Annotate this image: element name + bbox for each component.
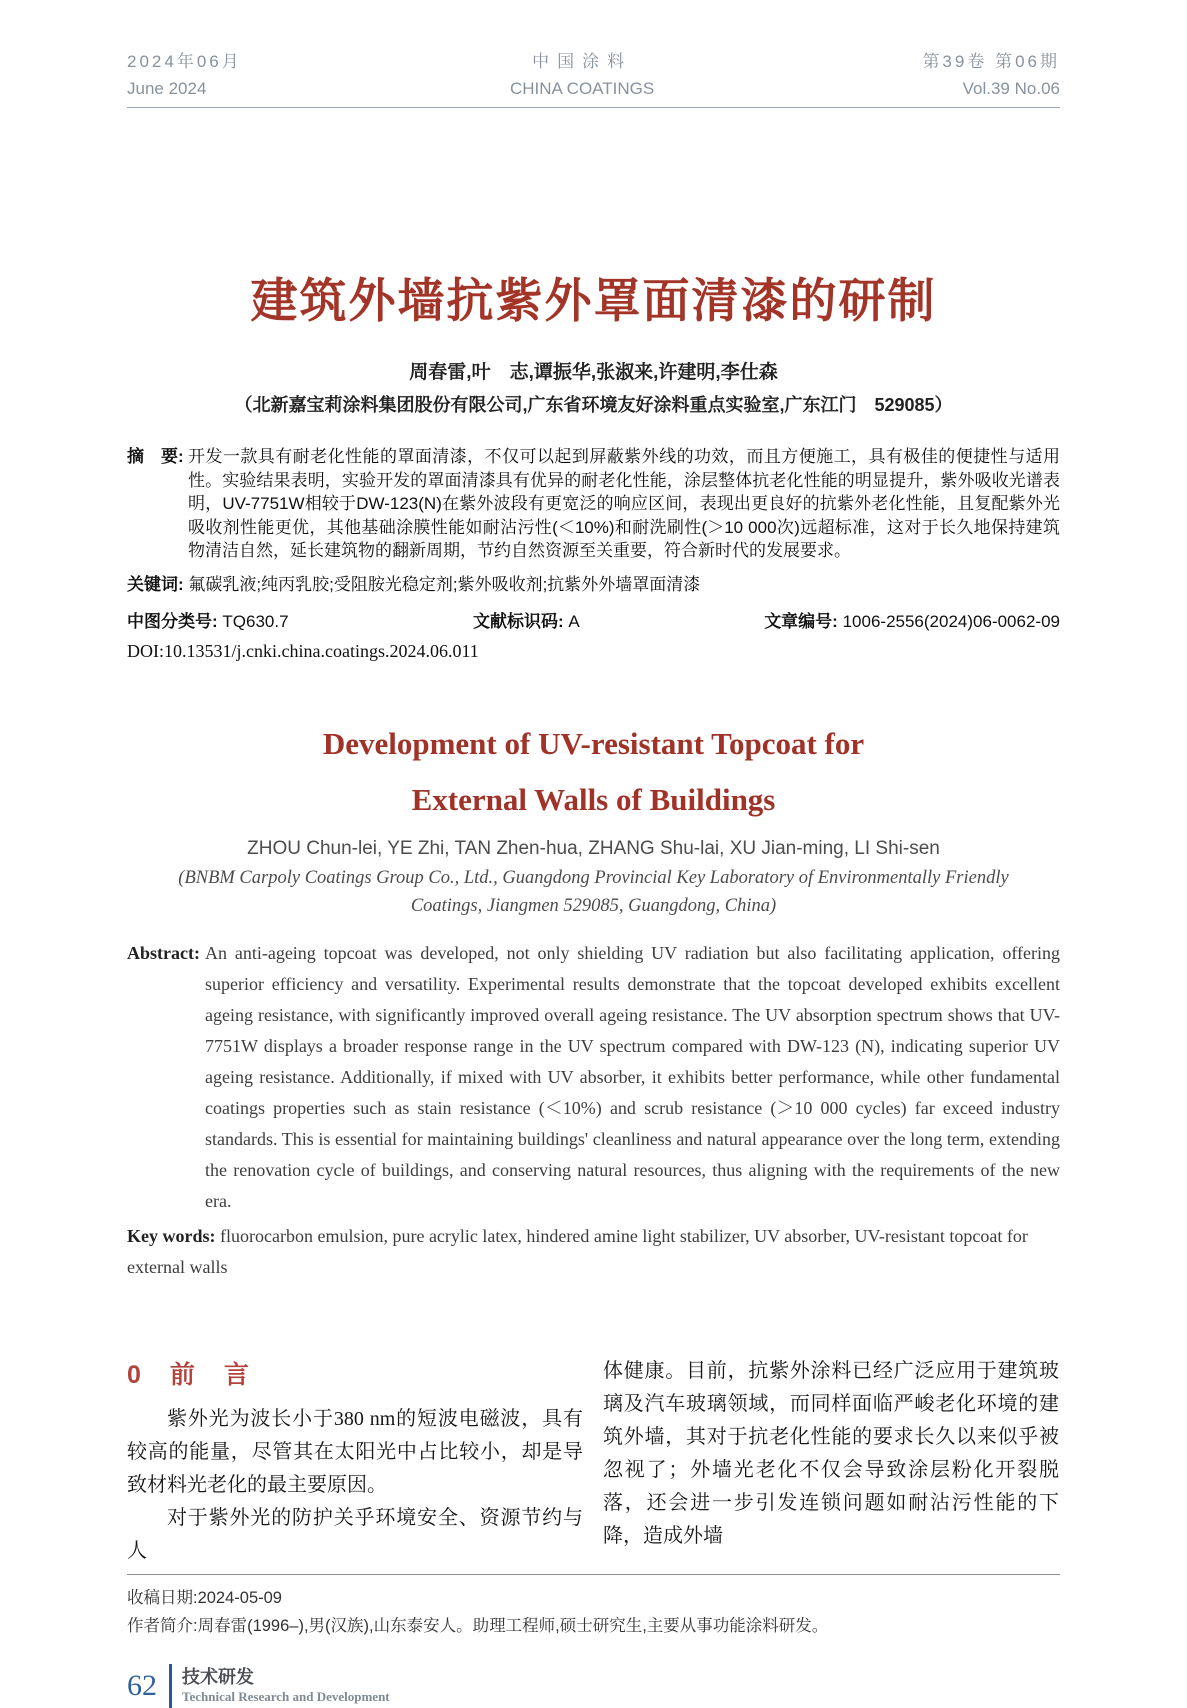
keywords-en-label: Key words:: [127, 1225, 216, 1246]
abstract-en-label: Abstract:: [127, 942, 200, 963]
intro-right-column: [603, 1355, 1059, 1568]
section-heading-intro: 0 前 言: [127, 1360, 251, 1389]
keywords-cn: [127, 573, 1060, 596]
clc-number: [127, 607, 289, 632]
header-date: [127, 48, 242, 102]
authors-en: ZHOU Chun-lei, YE Zhi, TAN Zhen-hua, ZHANG Shu-lai, XU Jian-ming, LI Shi-sen: [247, 837, 940, 859]
abstract-cn-label: 摘 要:: [127, 447, 184, 466]
footer-divider-bar: [169, 1664, 172, 1708]
footer-column-name: [182, 1666, 390, 1706]
intro-left-column: [127, 1355, 583, 1568]
header-journal-cn: 中国涂料: [532, 52, 633, 71]
keywords-en-text: fluorocarbon emulsion, pure acrylic latex, hindered amine light stabilizer, UV absorber, UV-resistant topcoat for external walls: [127, 1225, 1028, 1277]
intro-paragraph-continued: 体健康。目前，抗紫外涂料已经广泛应用于建筑玻璃及汽车玻璃领域，而同样面临严峻老化环境的建筑外墙，其对于抗老化性能的要求长久以来似乎被忽视了；外墙光老化不仅会导致涂层粉化开裂脱落，还会进一步引发连锁问题如耐沾污性能的下降，造成外墙: [603, 1359, 1059, 1547]
affiliation-cn: （北新嘉宝莉涂料集团股份有限公司,广东省环境友好涂料重点实验室,广东江门 529085）: [234, 395, 953, 415]
header-issue-cn: 第39卷 第06期: [922, 52, 1060, 71]
doi: DOI:10.13531/j.cnki.china.coatings.2024.06.011: [127, 640, 479, 661]
author-bio: 作者简介:周春雷(1996–),男(汉族),山东泰安人。助理工程师,硕士研究生,主要从事功能涂料研发。: [127, 1616, 829, 1635]
article-title-cn: 建筑外墙抗紫外罩面清漆的研制: [250, 274, 937, 327]
document-code: [473, 607, 580, 632]
header-journal-en: CHINA COATINGS: [509, 79, 655, 98]
authors-cn: 周春雷,叶 志,谭振华,张淑来,许建明,李仕森: [409, 362, 778, 383]
header-journal-name: [510, 48, 654, 102]
header-issue: [922, 48, 1060, 102]
introduction-section: [127, 1355, 1060, 1568]
header-date-cn: 2024年06月: [127, 52, 242, 71]
page-footer: [127, 1664, 1060, 1708]
page-content: [127, 0, 1060, 1708]
article-title-en-line2: External Walls of Buildings: [411, 781, 776, 817]
article-title-en: [127, 716, 1060, 828]
page-number: 62: [127, 1668, 157, 1702]
clc-value: TQ630.7: [222, 611, 289, 631]
received-date: 收稿日期:2024-05-09: [127, 1588, 282, 1607]
abstract-cn-text: 开发一款具有耐老化性能的罩面清漆，不仅可以起到屏蔽紫外线的功效，而且方便施工，具有极佳的便捷性与适用性。实验结果表明，实验开发的罩面清漆具有优异的耐老化性能，涂层整体抗老化性能的明显提升，紫外吸收光谱表明，UV-7751W相较于DW-123(N)在紫外波段有更宽泛的响应区间，表现出更良好的抗紫外老化性能，且复配紫外光吸收剂性能更优，其他基础涂膜性能如耐沾污性(＜10%)和耐洗刷性(＞10 000次)远超标准，这对于长久地保持建筑物清洁自然，延长建筑物的翻新周期，节约自然资源至关重要，符合新时代的发展要求。: [188, 447, 1060, 560]
header-date-en: June 2024: [127, 79, 207, 98]
abstract-cn: [127, 445, 1060, 563]
document-code-label: 文献标识码:: [473, 611, 564, 631]
footnote: [127, 1574, 1060, 1640]
keywords-cn-text: 氟碳乳液;纯丙乳胶;受阻胺光稳定剂;紫外吸收剂;抗紫外外墙罩面清漆: [188, 574, 701, 594]
article-number-label: 文章编号:: [764, 611, 838, 631]
abstract-en: [127, 938, 1060, 1217]
clc-label: 中图分类号:: [127, 611, 218, 631]
affiliation-en: (BNBM Carpoly Coatings Group Co., Ltd., Guangdong Provincial Key Laboratory of Environmentally Friendly Coatings, Jiangmen 529085, Guangdong, China): [178, 867, 1009, 916]
footer-column-cn: 技术研发: [182, 1666, 254, 1687]
intro-paragraph-2: 对于紫外光的防护关乎环境安全、资源节约与人: [127, 1506, 583, 1562]
journal-header: [127, 48, 1060, 108]
document-code-value: A: [568, 611, 580, 631]
keywords-cn-label: 关键词:: [127, 574, 184, 594]
article-number-value: 1006-2556(2024)06-0062-09: [842, 611, 1060, 631]
intro-paragraph-1: 紫外光为波长小于380 nm的短波电磁波，具有较高的能量，尽管其在太阳光中占比较小，却是导致材料光老化的最主要原因。: [127, 1407, 583, 1496]
header-issue-en: Vol.39 No.06: [962, 79, 1060, 98]
footer-column-en: Technical Research and Development: [182, 1688, 390, 1704]
meta-row: [127, 607, 1060, 632]
keywords-en: [127, 1221, 1060, 1283]
abstract-en-text: An anti-ageing topcoat was developed, not only shielding UV radiation but also facilitating application, offering superior efficiency and versatility. Experimental results demonstrate that the topcoat developed exhibits excellent ageing resistance, with significantly improved overall ageing resistance. The UV absorption spectrum shows that UV-7751W displays a broader response range in the UV spectrum compared with DW-123 (N), indicating superior UV ageing resistance. Additionally, if mixed with UV absorber, it exhibits better performance, while other fundamental coatings properties such as stain resistance (＜10%) and scrub resistance (＞10 000 cycles) far exceed industry standards. This is essential for maintaining buildings' cleanliness and natural appearance over the long term, extending the renovation cycle of buildings, and conserving natural resources, thus aligning with the requirements of the new era.: [205, 942, 1060, 1211]
article-number: [764, 607, 1060, 632]
article-title-en-line1: Development of UV-resistant Topcoat for: [322, 725, 865, 761]
